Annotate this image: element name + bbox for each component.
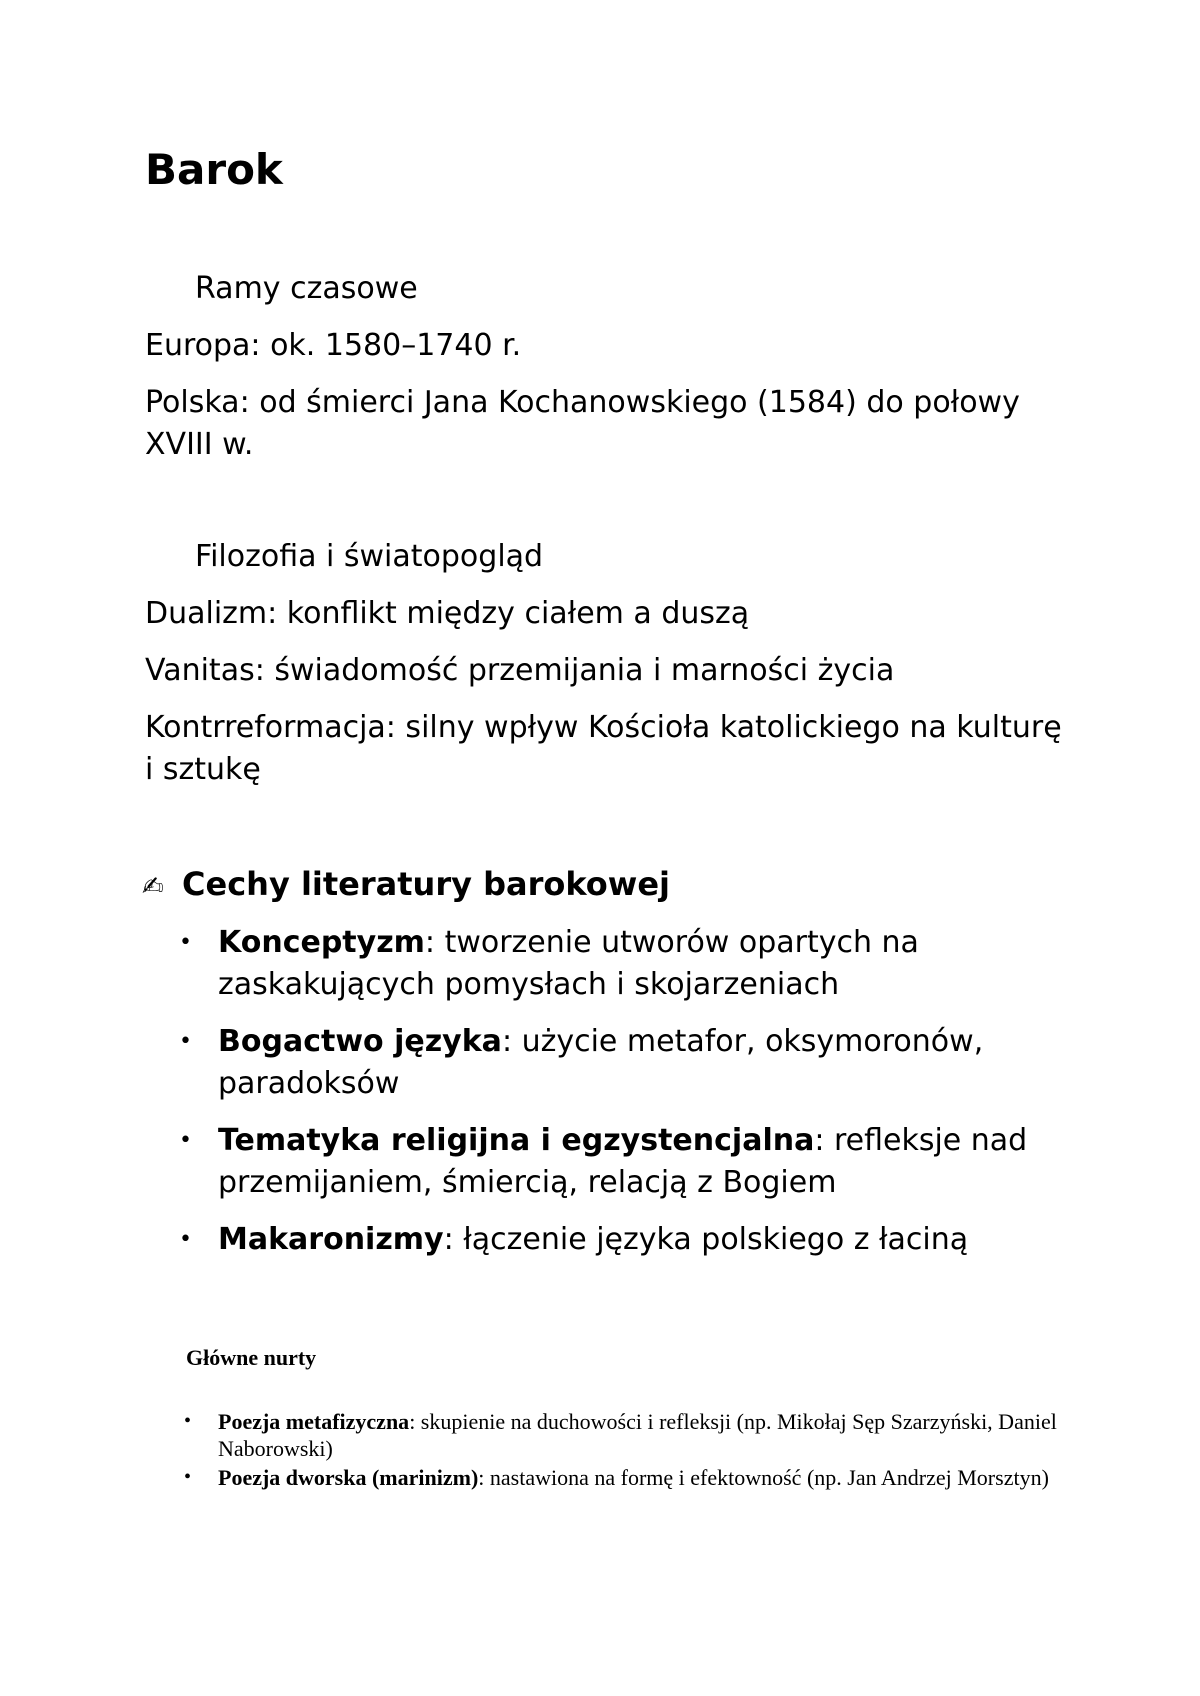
feature-term: Tematyka religijna i egzystencjalna <box>218 1123 815 1158</box>
counter-reformation-text: Kontrreformacja: silny wpływ Kościoła katolickiego na kulturę i sztukę <box>145 710 1062 787</box>
dualism-text: Dualizm: konflikt między ciałem a duszą <box>145 596 750 631</box>
feature-desc: : użycie metafor, oksymoronów, paradoksów <box>218 1024 984 1101</box>
trends-list <box>180 1408 1060 1493</box>
philosophy-heading: Filozofia i światopogląd <box>195 539 544 574</box>
feature-desc: : tworzenie utworów opartych na zaskakujących pomysłach i skojarzeniach <box>218 925 919 1002</box>
feature-desc: : refleksje nad przemijaniem, śmiercią, relacją z Bogiem <box>218 1123 1028 1200</box>
feature-desc: : łączenie języka polskiego z łaciną <box>443 1222 969 1257</box>
feature-term: Bogactwo języka <box>218 1024 502 1059</box>
list-item <box>180 1464 1060 1491</box>
trend-term: Poezja dworska (marinizm) <box>218 1465 479 1490</box>
europe-dates: Europa: ok. 1580–1740 r. <box>145 328 522 363</box>
bullet-icon: • <box>179 1227 192 1252</box>
trends-heading: Główne nurty <box>186 1345 317 1370</box>
vanitas-text: Vanitas: świadomość przemijania i marności życia <box>145 653 895 688</box>
time-frame-heading: Ramy czasowe <box>195 271 418 306</box>
bullet-icon: • <box>184 1466 192 1488</box>
feature-term: Makaronizmy <box>218 1222 444 1257</box>
bullet-icon: • <box>179 1029 192 1054</box>
list-item <box>175 1021 1075 1105</box>
list-item <box>175 1219 1075 1261</box>
feature-term: Konceptyzm <box>218 925 425 960</box>
poland-dates: Polska: od śmierci Jana Kochanowskiego (1584) do połowy XVIII w. <box>145 385 1020 462</box>
features-heading <box>142 862 670 909</box>
writing-hand-icon: ✍ <box>142 872 164 902</box>
list-item <box>180 1408 1060 1462</box>
trend-term: Poezja metafizyczna <box>218 1409 410 1434</box>
features-list <box>175 922 1075 1276</box>
trend-desc: : nastawiona na formę i efektowność (np. Jan Andrzej Morsztyn) <box>478 1465 1049 1490</box>
bullet-icon: • <box>179 930 192 955</box>
bullet-icon: • <box>179 1128 192 1153</box>
features-heading-text: Cechy literatury barokowej <box>182 865 671 903</box>
bullet-icon: • <box>184 1410 192 1432</box>
list-item <box>175 922 1075 1006</box>
document-title: Barok <box>145 145 283 194</box>
trend-desc: : skupienie na duchowości i refleksji (np. Mikołaj Sęp Szarzyński, Daniel Naborowski) <box>218 1409 1057 1461</box>
list-item <box>175 1120 1075 1204</box>
